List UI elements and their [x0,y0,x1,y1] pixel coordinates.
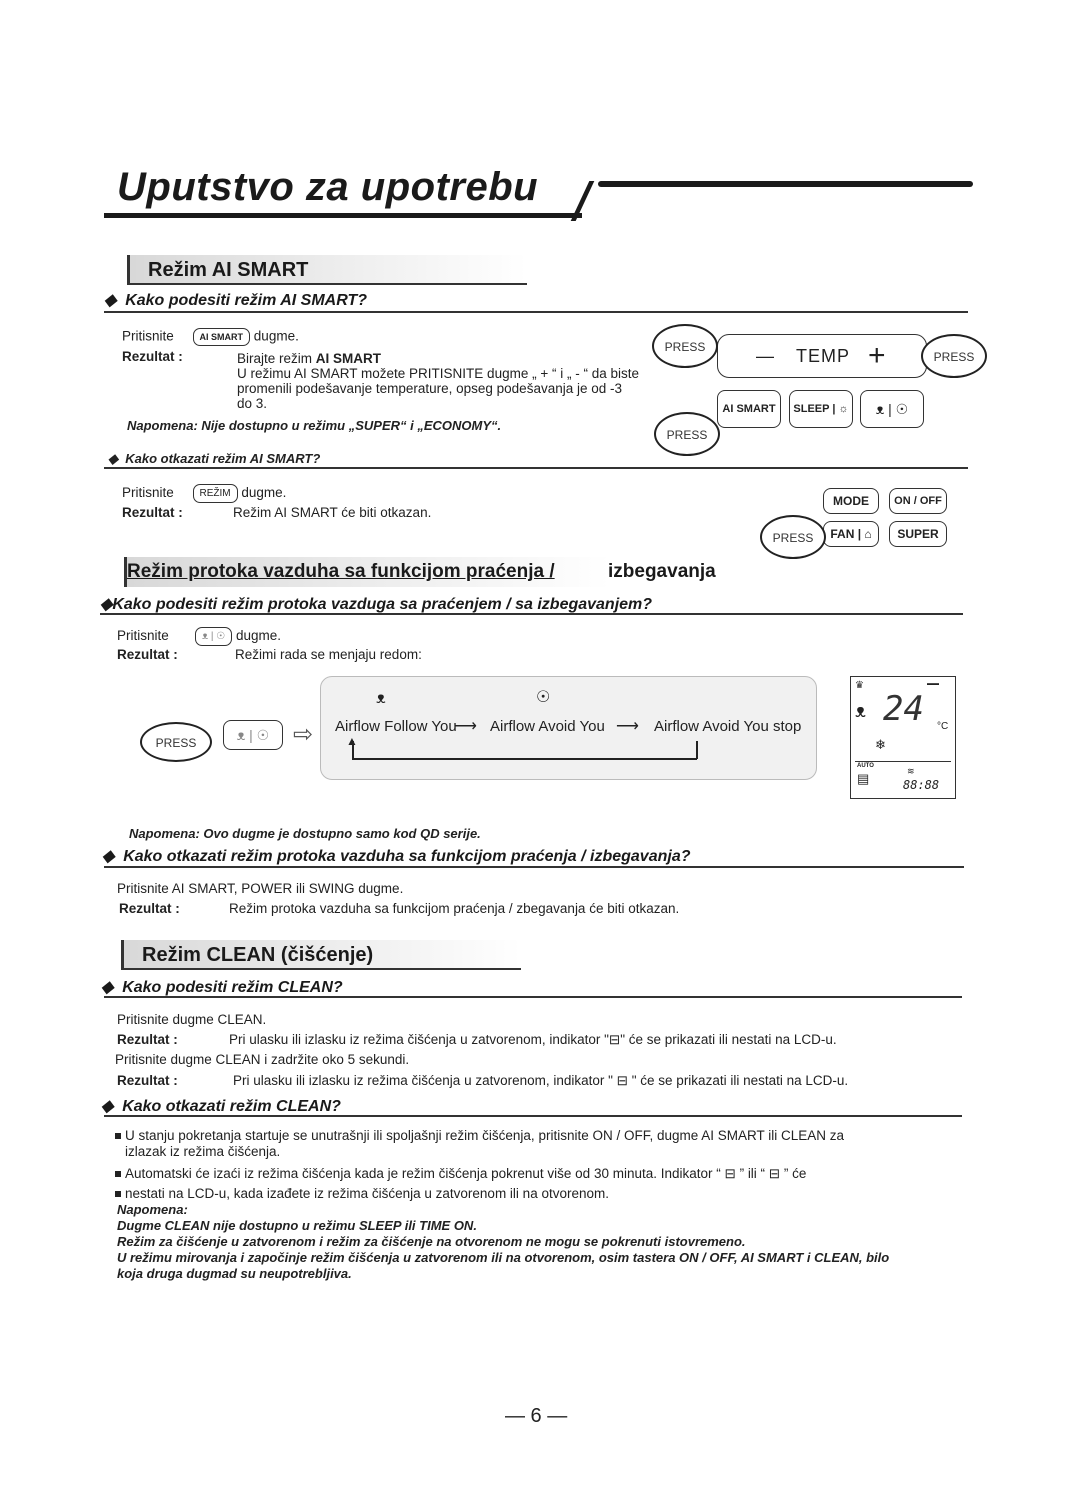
title-underline [104,213,582,218]
lcd-display [850,676,956,799]
press-callout: PRESS [921,334,987,378]
temp-label: TEMP [796,346,851,366]
cancel-question-clean-text: Kako otkazati režim CLEAN? [122,1098,341,1115]
clean-bullet-1b: izlazak iz režima čišćenja. [125,1144,281,1159]
result-label: Rezultat : [122,505,183,520]
press-suffix: dugme. [236,628,282,644]
arrow-up-icon: ▲ [346,734,358,748]
bullet-diamond: ◆ [101,979,114,996]
press-label: Pritisnite [117,628,169,644]
result-line-3: promenili podešavanje temperature, opseg podešavanja je od -3 [237,381,623,396]
result-clean-1: Pri ulasku ili izlasku iz režima čišćenja u zatvorenom, indikator "⊟" će se prikazati ili nestati na LCD-u. [229,1032,837,1047]
press-line-cancel-ai [122,484,286,503]
clean-bullet-2 [115,1164,806,1204]
fan-button: FAN | ⌂ [823,521,879,547]
note-clean-3: U režimu mirovanja i započinje režim čišćenja u zatvorenom ili na otvorenom, osim tastera ON / OFF, AI SMART i CLEAN, bilo [117,1250,890,1265]
clean-bullet-1-line1 [115,1128,844,1144]
result-airflow: Režimi rada se menjaju redom: [235,647,422,662]
result-label: Rezultat : [122,349,183,364]
press-callout: PRESS [140,722,212,762]
bullet-square [115,1133,121,1139]
clean-bullet-1a: U stanju pokretanja startuje se unutrašnji ili spoljašnji režim čišćenja, pritisnite ON / OFF, dugme AI SMART ili CLEAN za [125,1128,845,1143]
heading-airflow-rest: izbegavanja [608,561,716,582]
page-number: — 6 — [505,1405,568,1427]
airflow-follow-icon: ᴥ [376,690,386,707]
result-line-2: U režimu AI SMART možete PRITISNITE dugme „ + “ i „ - “ da biste [237,366,639,381]
temp-control [717,334,927,378]
clean-line-2: Pritisnite dugme CLEAN i zadržite oko 5 sekundi. [115,1052,410,1067]
divider [100,613,963,615]
note-airflow: Napomena: Ovo dugme je dostupno samo kod QD serije. [129,826,481,841]
mode-button: MODE [823,488,879,514]
airflow-avoid-icon: ☉ [216,631,226,642]
lcd-temperature: 24 [883,689,924,729]
result-label: Rezultat : [117,1032,178,1047]
press-callout: PRESS [652,324,718,368]
flow-step-3: Airflow Avoid You stop [654,718,802,735]
clean-line-1: Pritisnite dugme CLEAN. [117,1012,267,1027]
heading-airflow-underlined: Režim protoka vazduha sa funkcijom praćenja / [127,561,555,582]
swing-icon: ≋ [907,766,915,776]
result-ai-smart [237,351,639,411]
flow-step-2: Airflow Avoid You [490,718,605,735]
fan-level-icon: ▤ [857,771,870,786]
fan-speed-icon: ♛ [855,680,864,691]
note-clean-label: Napomena: [117,1202,188,1217]
divider [104,311,968,313]
lock-icon: ⌂ [864,527,872,541]
lcd-clock: 88:88 [903,778,940,792]
return-arrow-right [696,741,698,759]
cancel-question-clean [101,1096,341,1116]
cancel-question-ai-smart-text: Kako otkazati režim AI SMART? [125,451,321,466]
question-clean [101,977,343,997]
question-airflow [100,594,652,614]
airflow-button: ᴥ | ☉ [860,390,924,428]
bullet-diamond: ◆ [101,1098,114,1115]
airflow-follow-icon: ᴥ [202,631,209,642]
ai-smart-inline-button: AI SMART [193,328,251,346]
airflow-follow-icon: ᴥ [855,701,866,721]
press-line-ai-smart [122,328,299,346]
note-ai-smart: Napomena: Nije dostupno u režimu „SUPER“ i „ECONOMY“. [127,418,502,433]
arrow-right-icon: ⟶ [616,718,639,735]
question-clean-text: Kako podesiti režim CLEAN? [122,979,343,996]
result-line-4: do 3. [237,396,268,411]
clean-bullet-2-line1 [115,1164,806,1184]
clean-bullet-2-line2 [115,1184,806,1204]
press-callout: PRESS [654,412,720,456]
note-clean-4: koja druga dugmad su neupotrebljiva. [117,1266,352,1281]
bullet-square [115,1191,121,1197]
title-slash [571,181,595,221]
result-cancel-ai: Režim AI SMART će biti otkazan. [233,505,432,520]
fan-button-label: FAN [830,527,855,541]
cancel-question-ai-smart [108,451,320,467]
press-label: Pritisnite [122,485,174,501]
lcd-auto: AUTO [857,763,874,769]
result-line-1-pre: Birajte režim [237,351,316,366]
result-line-1-bold: AI SMART [315,351,382,366]
clean-bullet-1 [115,1128,844,1160]
flow-step-1: Airflow Follow You [335,718,457,735]
note-clean-1: Dugme CLEAN nije dostupno u režimu SLEEP ili TIME ON. [117,1218,477,1233]
bullet-diamond: ◆ [100,596,113,613]
question-ai-smart [104,290,367,310]
result-label: Rezultat : [119,901,180,916]
result-clean-2: Pri ulasku ili izlasku iz režima čišćenja u zatvorenom, indikator " ⊟ " će se prikazati ili nestati na LCD-u. [233,1073,849,1088]
airflow-button-diagram: ᴥ | ☉ [223,720,283,750]
return-arrow-bottom [352,758,697,760]
section-heading-airflow [124,557,610,587]
snowflake-icon: ❄ [875,737,886,752]
result-line-1 [237,351,639,366]
title-topline [598,181,973,187]
setting-indicator: ▬▬ [927,681,939,687]
cancel-question-airflow-text: Kako otkazati režim protoka vazduha sa funkcijom praćenja / izbegavanja? [123,848,691,865]
section-heading-ai-smart: Režim AI SMART [127,255,527,285]
press-callout: PRESS [760,515,826,559]
result-cancel-airflow: Režim protoka vazduha sa funkcijom praćenja / zbegavanja će biti otkazan. [229,901,680,916]
clean-bullet-2b: nestati na LCD-u, kada izađete iz režima čišćenja u zatvorenom ili na otvorenom. [125,1186,609,1201]
bullet-diamond: ◆ [108,451,118,466]
lcd-unit: °C [937,721,949,732]
press-suffix: dugme. [241,485,287,501]
note-clean [117,1202,889,1282]
press-label: Pritisnite [122,328,174,344]
section-heading-clean: Režim CLEAN (čišćenje) [121,940,521,970]
ai-smart-button: AI SMART [717,390,781,428]
bullet-diamond: ◆ [102,848,115,865]
airflow-inline-button: ᴥ | ☉ [195,627,232,646]
airflow-follow-icon: ᴥ [236,727,246,743]
note-clean-2: Režim za čišćenje u zatvorenom i režim za čišćenje na otvorenom ne mogu se pokrenuti istovremeno. [117,1234,746,1249]
divider [104,866,964,868]
press-line-airflow [117,627,281,646]
lcd-divider [855,761,951,762]
sleep-button-label: SLEEP [793,403,830,415]
result-label: Rezultat : [117,1073,178,1088]
super-button: SUPER [889,521,947,547]
bullet-diamond: ◆ [104,292,117,309]
divider [104,1115,962,1117]
clean-bullet-2a: Automatski će izaći iz režima čišćenja kada je režim čišćenja pokrenut više od 30 minuta. Indikator “ ⊟ ” ili “ ⊟ ” će [125,1166,807,1181]
question-ai-smart-text: Kako podesiti režim AI SMART? [125,292,368,309]
on-off-button: ON / OFF [889,488,947,514]
cancel-airflow-text: Pritisnite AI SMART, POWER ili SWING dugme. [117,881,404,896]
sleep-button: SLEEP | ☼ [789,390,853,428]
bullet-square [115,1171,121,1177]
divider [104,996,962,998]
cancel-question-airflow [102,846,690,866]
plus-label: + [868,339,886,372]
arrow-right-icon: ⇨ [293,721,314,748]
arrow-right-icon: ⟶ [454,718,477,735]
question-airflow-text: Kako podesiti režim protoka vazduga sa praćenjem / sa izbegavanjem? [112,596,653,613]
airflow-avoid-icon: ☉ [895,401,909,417]
page-title: Uputstvo za upotrebu [117,165,539,209]
airflow-avoid-icon: ☉ [536,689,551,706]
mode-inline-button: REŽIM [193,484,238,503]
divider [104,467,968,469]
airflow-avoid-icon: ☉ [256,727,270,743]
result-label: Rezultat : [117,647,178,662]
press-suffix: dugme. [253,328,299,344]
sleep-icon: ☼ [838,403,849,415]
minus-label: — [756,346,774,366]
airflow-follow-icon: ᴥ [875,401,885,417]
